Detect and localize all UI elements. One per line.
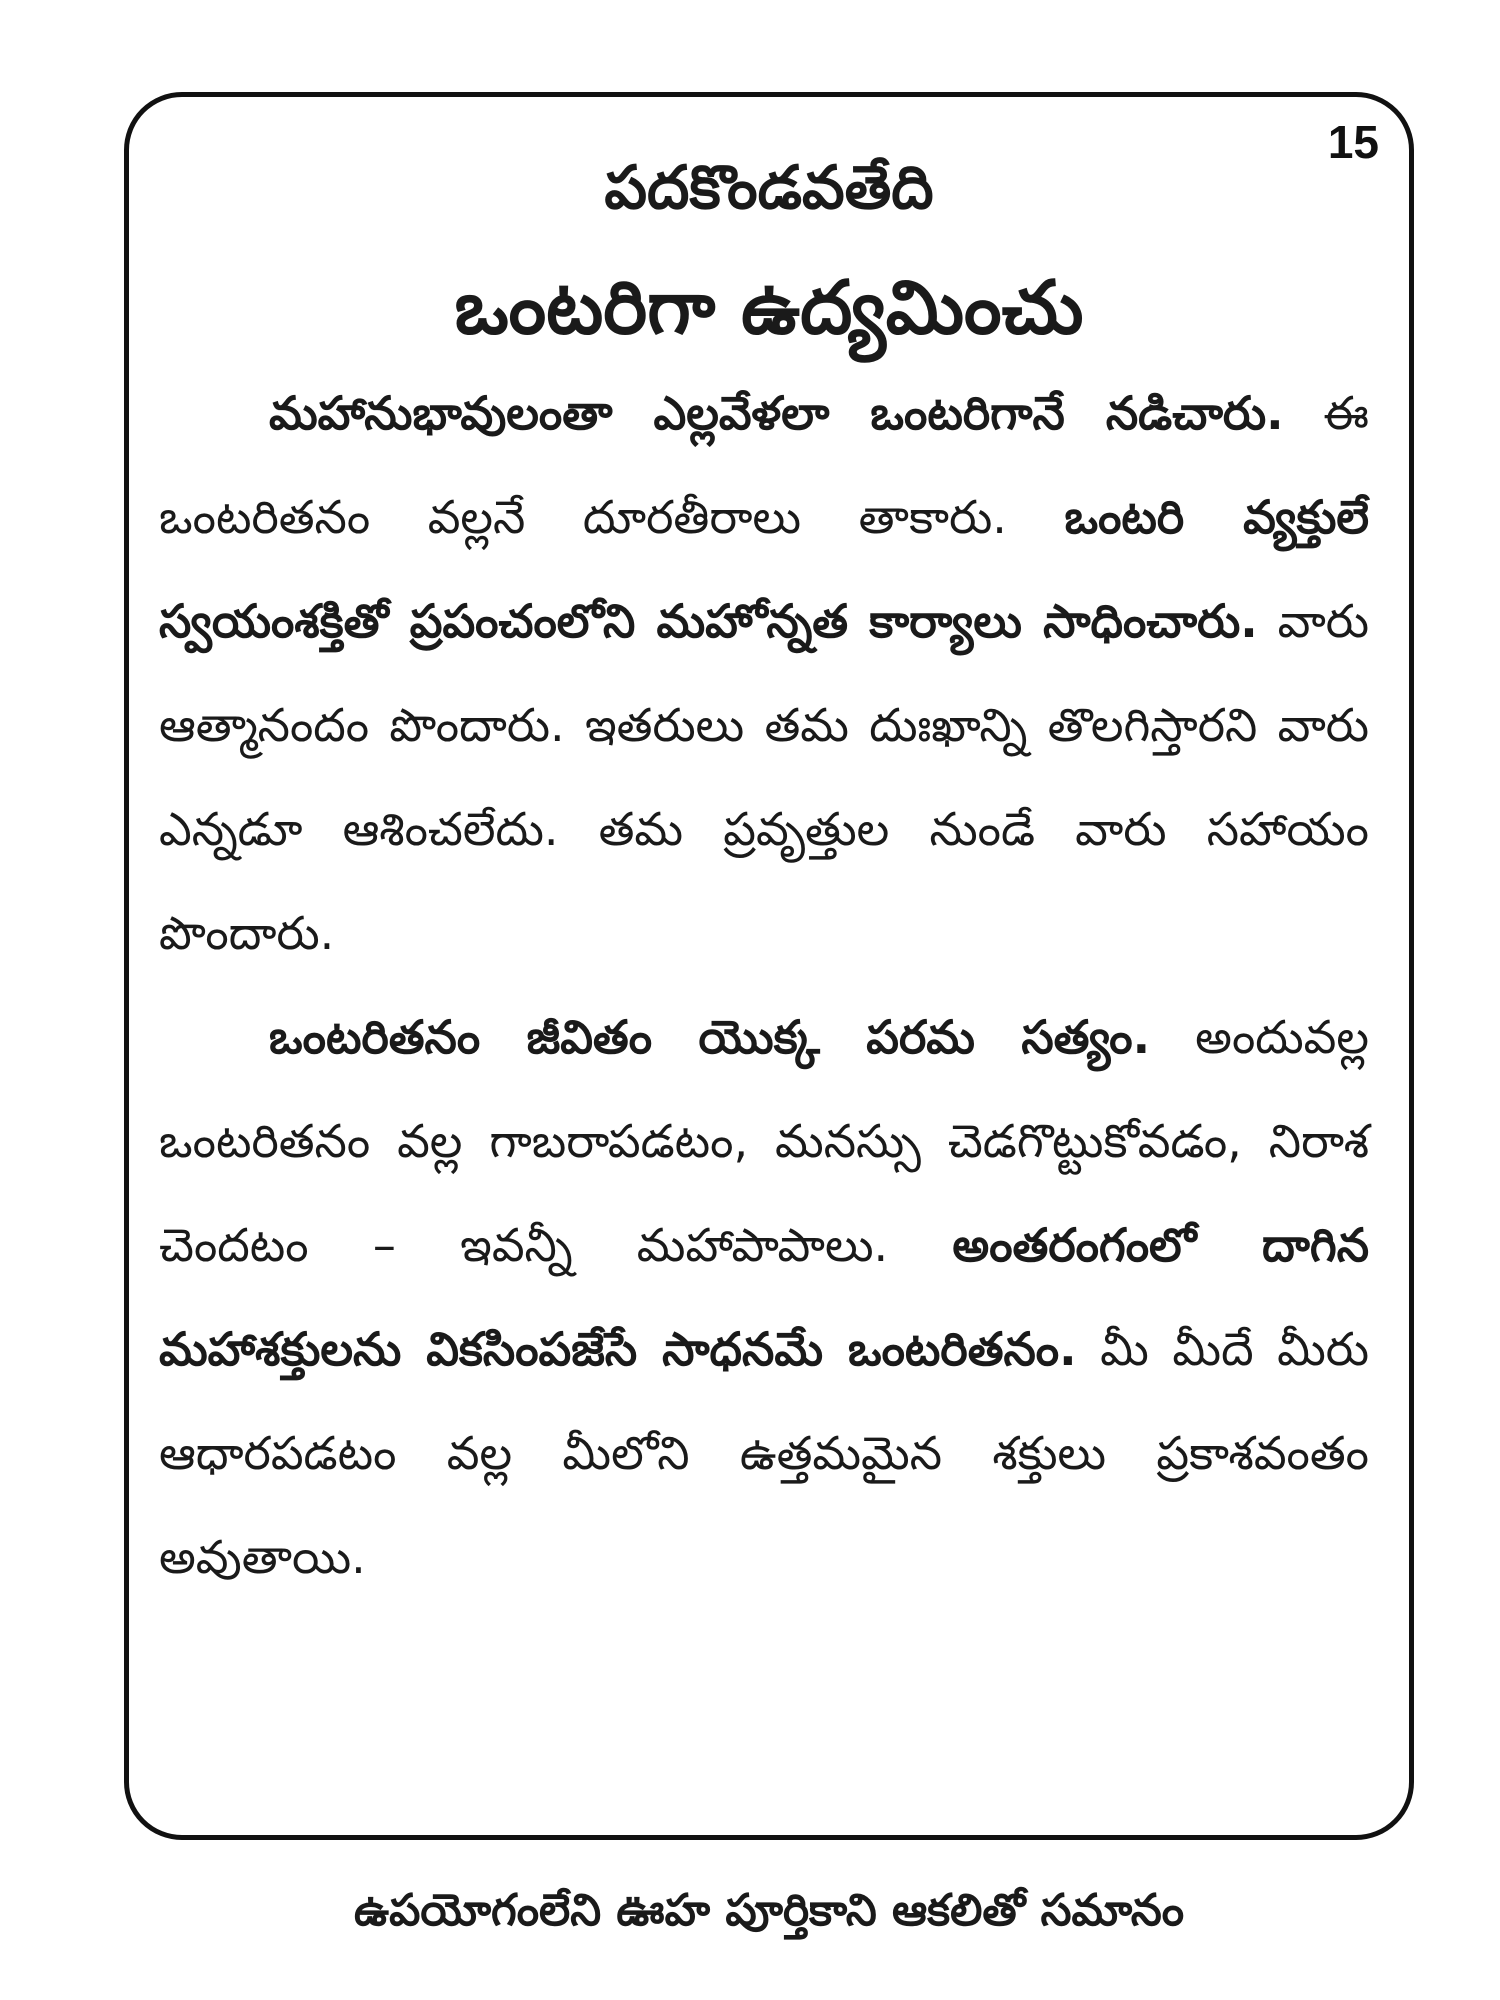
body-span: వారు ఆత్మానందం పొందారు. ఇతరులు తమ దుఃఖాన్ని తొలగిస్తారని వారు ఎన్నడూ ఆశించలేదు. తమ ప్రవృత్తుల నుండే వారు సహాయం పొందారు. (159, 594, 1369, 960)
page-frame (124, 92, 1414, 1840)
bold-text: అంతరంగంలో దాగిన మహాశక్తులను వికసింపజేసే సాధనమే ఒంటరితనం. (159, 1218, 1370, 1376)
page-number: 15 (1327, 116, 1379, 168)
footer-quote: ఉపయోగంలేని ఊహ పూర్తికాని ఆకలితో సమానం (353, 1885, 1185, 1936)
body-span: మీ మీదే మీరు ఆధారపడటం వల్ల మీలోని ఉత్తమమైన శక్తులు ప్రకాశవంతం అవుతాయి. (159, 1322, 1370, 1584)
paragraph-2 (159, 985, 1369, 1609)
body-text (159, 361, 1369, 1609)
bold-text: ఒంటరి వ్యక్తులే స్వయంశక్తితో ప్రపంచంలోని మహోన్నత కార్యాలు సాధించారు. (159, 490, 1369, 648)
chapter-title: ఒంటరిగా ఉద్యమించు (454, 265, 1084, 351)
body-span: అందువల్ల ఒంటరితనం వల్ల గాబరాపడటం, మనస్సు చెడగొట్టుకోవడం, నిరాశ చెందటం – ఇవన్నీ మహాపాపాలు. (159, 1010, 1369, 1272)
body-span: ఈ ఒంటరితనం వల్లనే దూరతీరాలు తాకారు. (159, 386, 1369, 544)
bold-text: ఒంటరితనం జీవితం యొక్క పరమ సత్యం. (269, 1010, 1151, 1064)
paragraph-1 (159, 361, 1369, 985)
bold-text: మహానుభావులంతా ఎల్లవేళలా ఒంటరిగానే నడిచారు. (269, 386, 1284, 440)
chapter-number: పదకొండవతేది (604, 153, 934, 223)
